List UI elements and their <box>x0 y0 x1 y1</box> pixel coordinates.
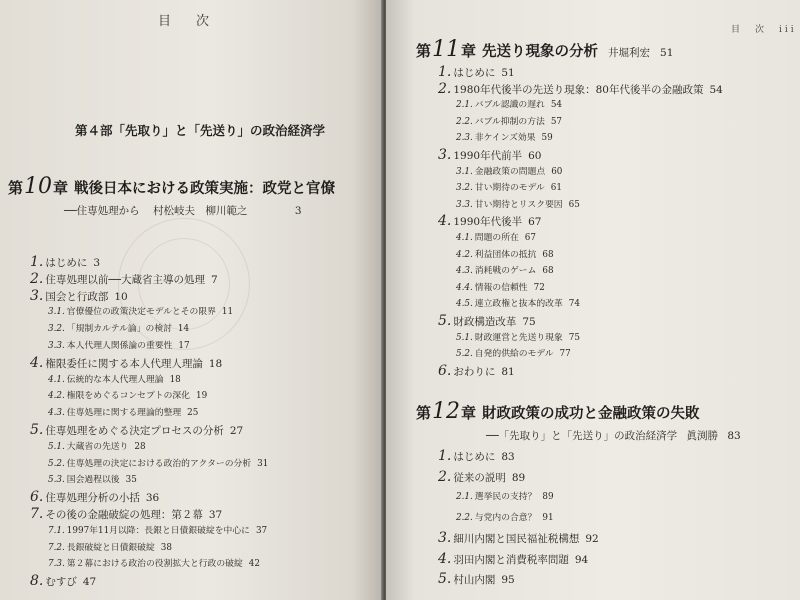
toc-subsection-entry <box>456 97 562 110</box>
toc-entry-number: 2.2. <box>456 116 473 127</box>
toc-section-entry <box>438 213 541 229</box>
toc-entry-title: 第２幕における政治の役割拡大と行政の破綻 <box>66 559 243 570</box>
toc-entry-number: 4. <box>438 550 452 567</box>
toc-entry-page: 27 <box>229 425 244 437</box>
chapter-title: 戦後日本における政策実施：政党と官僚 <box>74 180 336 197</box>
toc-entry-title: 国会過程以後 <box>66 475 120 486</box>
toc-entry-number: 2. <box>30 270 44 287</box>
toc-entry-page: 51 <box>501 67 515 79</box>
toc-entry-title: はじめに <box>453 451 496 463</box>
toc-entry-number: 4.2. <box>48 391 65 402</box>
toc-entry-number: 1. <box>30 254 44 270</box>
toc-entry-number: 3. <box>30 287 44 304</box>
toc-entry-number: 7.2. <box>48 542 65 553</box>
toc-entry-page: 42 <box>248 559 260 570</box>
toc-entry-number: 5.1. <box>48 441 65 452</box>
toc-entry-page: 77 <box>559 349 571 360</box>
toc-subsection-entry <box>456 346 571 359</box>
toc-subsection-entry <box>456 296 580 309</box>
toc-entry-number: 5. <box>438 313 452 329</box>
toc-subsection-entry <box>48 540 172 553</box>
toc-section-entry <box>438 571 515 587</box>
toc-entry-title: 自発的供給のモデル <box>474 349 554 360</box>
toc-entry-title: 利益団体の抵抗 <box>474 249 537 260</box>
toc-entry-page: 54 <box>709 83 723 96</box>
toc-entry-page: 54 <box>550 100 563 111</box>
toc-entry-page: 68 <box>542 249 554 260</box>
toc-subsection-entry <box>456 114 562 127</box>
toc-subsection-entry <box>456 330 580 343</box>
toc-entry-number: 2.3. <box>456 133 473 144</box>
toc-section-entry <box>438 81 723 97</box>
toc-entry-number: 5.3. <box>48 475 65 486</box>
toc-entry-page: 10 <box>114 290 128 303</box>
toc-entry-title: 村山内閣 <box>453 574 496 586</box>
toc-entry-number: 4. <box>30 354 44 371</box>
chapter-authors: 村松岐夫 柳川範之 <box>153 205 248 217</box>
toc-section-entry <box>438 551 588 567</box>
toc-section-entry <box>438 313 536 329</box>
toc-entry-page: 60 <box>551 166 563 177</box>
toc-subsection-entry <box>456 164 562 177</box>
chapter-authors: 井堀利宏 <box>608 47 651 59</box>
toc-entry-title: 与党内の合意？ <box>474 512 537 523</box>
chapter-suffix: 章 <box>461 42 477 60</box>
toc-entry-title: 1980年代後半の先送り現象：80年代後半の金融政策 <box>453 83 704 96</box>
toc-section-entry <box>30 288 128 304</box>
toc-entry-number: 2.1. <box>456 492 473 502</box>
toc-entry-title: 金融政策の問題点 <box>474 166 546 177</box>
chapter-authors: 眞渕勝 <box>686 430 718 442</box>
toc-entry-page: 37 <box>255 525 268 536</box>
toc-entry-page: 36 <box>145 492 160 505</box>
toc-entry-page: 25 <box>187 408 199 419</box>
toc-entry-number: 6. <box>30 489 44 506</box>
toc-entry-number: 3.1. <box>456 166 473 177</box>
toc-entry-number: 7.1. <box>48 525 65 536</box>
toc-entry-title: 権限委任に関する本人代理人理論 <box>45 357 203 370</box>
toc-entry-page: 57 <box>550 116 563 127</box>
chapter-12-subtitle-line <box>486 428 741 443</box>
toc-entry-page: 89 <box>542 492 554 502</box>
toc-entry-title: 住専処理以前──大蔵省主導の処理 <box>45 273 206 286</box>
toc-entry-page: 37 <box>208 509 223 521</box>
toc-entry-number: 4.4. <box>456 282 473 293</box>
toc-subsection-entry <box>48 523 267 536</box>
toc-entry-number: 2. <box>438 468 452 485</box>
toc-subsection-entry <box>456 230 536 243</box>
toc-entry-number: 1. <box>438 448 452 464</box>
toc-section-entry <box>438 448 515 464</box>
toc-entry-title: 国会と行政部 <box>45 290 109 303</box>
toc-entry-number: 5.2. <box>48 458 65 469</box>
toc-entry-title: その後の金融破綻の処理：第２幕 <box>45 509 203 521</box>
chapter-page: 51 <box>660 47 674 59</box>
toc-entry-page: 95 <box>501 574 515 586</box>
toc-entry-title: 住専処理の決定における政治的アクターの分析 <box>66 458 252 469</box>
toc-entry-number: 2. <box>438 80 452 97</box>
chapter-suffix: 章 <box>461 404 477 422</box>
toc-subsection-entry <box>456 263 554 276</box>
toc-subsection-entry <box>456 247 554 260</box>
toc-section-entry <box>30 506 222 522</box>
toc-entry-number: 4.2. <box>456 249 473 260</box>
chapter-title: 先送り現象の分析 <box>482 43 599 60</box>
toc-section-entry <box>30 422 243 438</box>
toc-entry-title: 伝統的な本人代理人理論 <box>66 374 164 385</box>
toc-entry-page: 17 <box>178 341 190 351</box>
toc-entry-page: 83 <box>501 451 515 463</box>
toc-entry-number: 5.2. <box>456 349 473 360</box>
toc-entry-page: 11 <box>221 307 234 318</box>
toc-entry-page: 74 <box>568 299 580 310</box>
toc-entry-title: 1997年11月以降：長銀と日債銀破綻を中心に <box>66 525 250 536</box>
toc-section-entry <box>30 573 96 589</box>
toc-subsection-entry <box>456 130 553 143</box>
toc-entry-number: 6. <box>438 362 452 379</box>
toc-subsection-entry <box>48 321 189 334</box>
toc-subsection-entry <box>456 489 554 502</box>
toc-section-entry <box>438 64 515 80</box>
toc-entry-page: 14 <box>177 324 190 335</box>
toc-entry-number: 3.3. <box>456 199 473 210</box>
toc-entry-page: 38 <box>160 542 172 553</box>
toc-entry-page: 59 <box>541 133 553 144</box>
toc-entry-number: 5. <box>438 571 452 587</box>
chapter-11-heading <box>416 37 673 62</box>
toc-entry-title: 本人代理人関係論の重要性 <box>66 341 173 351</box>
toc-subsection-entry <box>48 405 198 418</box>
toc-entry-number: 3.2. <box>48 324 65 335</box>
toc-entry-page: 7 <box>211 273 218 286</box>
chapter-subtitle: ──「先取り」と「先送り」の政治経済学 <box>486 430 678 442</box>
chapter-title: 財政政策の成功と金融政策の失敗 <box>482 405 700 422</box>
toc-entry-page: 3 <box>93 257 101 269</box>
toc-subsection-entry <box>48 456 268 469</box>
chapter-prefix: 第 <box>416 404 432 422</box>
toc-entry-title: はじめに <box>45 257 88 269</box>
toc-entry-title: むすび <box>45 576 77 589</box>
toc-entry-page: 35 <box>125 475 137 486</box>
toc-entry-title: おわりに <box>453 365 496 378</box>
toc-entry-page: 47 <box>82 576 97 589</box>
toc-entry-number: 3. <box>438 147 452 163</box>
chapter-number: 11 <box>432 37 461 62</box>
toc-entry-title: 1990年代後半 <box>453 216 523 229</box>
toc-entry-title: 選挙民の支持？ <box>474 492 537 502</box>
toc-entry-page: 75 <box>522 316 536 328</box>
toc-entry-page: 92 <box>585 533 599 545</box>
toc-entry-page: 75 <box>568 332 580 343</box>
toc-section-entry <box>438 147 541 163</box>
chapter-number: 10 <box>24 174 53 199</box>
toc-entry-number: 3.1. <box>48 307 65 318</box>
toc-entry-number: 8. <box>30 573 44 590</box>
toc-section-entry <box>30 489 159 505</box>
toc-entry-title: 情報の信頼性 <box>474 282 528 293</box>
toc-entry-page: 91 <box>542 512 554 523</box>
toc-entry-page: 67 <box>524 233 536 243</box>
toc-entry-page: 18 <box>169 374 181 385</box>
toc-entry-page: 72 <box>533 282 545 293</box>
toc-subsection-entry <box>456 280 545 293</box>
toc-entry-title: 「規制カルテル論」の検討 <box>66 324 172 335</box>
toc-section-entry <box>438 469 525 485</box>
toc-section-entry <box>438 363 515 379</box>
toc-entry-title: 財政構造改革 <box>453 316 517 328</box>
toc-entry-page: 18 <box>208 357 223 370</box>
toc-entry-number: 1. <box>438 64 452 80</box>
toc-entry-number: 4.5. <box>456 299 473 310</box>
toc-entry-number: 3. <box>438 530 452 546</box>
toc-entry-title: 長銀破綻と日債銀破綻 <box>66 542 155 553</box>
toc-entry-page: 28 <box>134 441 146 452</box>
chapter-12-heading <box>416 399 700 424</box>
toc-entry-title: 非ケインズ効果 <box>474 133 536 144</box>
toc-subsection-entry <box>48 556 260 569</box>
right-page <box>386 0 800 600</box>
toc-entry-number: 5.1. <box>456 332 473 343</box>
toc-entry-title: 甘い期待とリスク要因 <box>474 199 563 210</box>
toc-entry-number: 2.1. <box>456 100 473 111</box>
toc-section-entry <box>30 254 100 270</box>
toc-entry-page: 89 <box>511 471 526 484</box>
toc-entry-page: 68 <box>542 266 554 277</box>
toc-entry-title: 住専処理分析の小括 <box>45 492 140 505</box>
toc-entry-page: 81 <box>501 365 515 378</box>
toc-entry-title: はじめに <box>453 67 496 79</box>
running-head-right: 目 次 iii <box>731 25 797 35</box>
toc-entry-title: 細川内閣と国民福祉税構想 <box>453 533 580 545</box>
left-page <box>0 0 383 600</box>
toc-entry-title: バブル認識の遅れ <box>474 100 545 111</box>
toc-subsection-entry <box>48 439 146 452</box>
toc-entry-number: 7.3. <box>48 559 65 570</box>
toc-entry-page: 65 <box>568 199 580 210</box>
toc-entry-page: 67 <box>528 216 542 229</box>
toc-entry-number: 4. <box>438 213 452 230</box>
toc-entry-title: 1990年代前半 <box>453 150 523 162</box>
toc-entry-number: 3.2. <box>456 183 473 194</box>
chapter-page: 3 <box>294 205 302 217</box>
toc-entry-page: 31 <box>257 458 269 469</box>
toc-entry-number: 4.3. <box>48 408 65 419</box>
toc-entry-number: 4.3. <box>456 266 473 277</box>
chapter-prefix: 第 <box>416 42 432 60</box>
chapter-subtitle: ──住専処理から <box>64 205 140 217</box>
toc-entry-number: 3.3. <box>48 341 65 351</box>
part-title: 第４部「先取り」と「先送り」の政治経済学 <box>75 123 326 138</box>
chapter-suffix: 章 <box>53 179 69 197</box>
toc-entry-title: 連立政権と抜本的改革 <box>474 299 563 310</box>
running-head-left: 目 次 <box>158 14 216 29</box>
toc-section-entry <box>30 271 218 287</box>
toc-entry-title: 権限をめぐるコンセプトの深化 <box>66 391 190 402</box>
toc-entry-page: 60 <box>528 150 542 162</box>
chapter-page: 83 <box>727 430 741 442</box>
chapter-10-subtitle-line <box>64 203 302 218</box>
toc-subsection-entry <box>456 197 580 210</box>
toc-entry-title: 官僚優位の政策決定モデルとその限界 <box>66 307 216 318</box>
toc-entry-page: 19 <box>195 391 208 402</box>
toc-entry-page: 94 <box>574 553 589 566</box>
toc-entry-title: 大蔵省の先送り <box>66 441 129 452</box>
toc-entry-title: バブル抑制の方法 <box>474 116 545 127</box>
chapter-number: 12 <box>432 399 461 424</box>
toc-subsection-entry <box>48 472 137 485</box>
toc-subsection-entry <box>48 304 233 317</box>
toc-section-entry <box>30 355 222 371</box>
toc-entry-title: 消耗戦のゲーム <box>474 266 537 277</box>
toc-entry-title: 従来の説明 <box>453 471 506 484</box>
toc-entry-number: 2.2. <box>456 512 473 523</box>
toc-entry-number: 4.1. <box>48 374 65 385</box>
toc-entry-title: 羽田内閣と消費税率問題 <box>453 553 569 566</box>
toc-entry-number: 4.1. <box>456 233 473 243</box>
chapter-10-heading <box>8 174 335 199</box>
toc-entry-number: 5. <box>30 422 44 438</box>
toc-subsection-entry <box>456 510 554 523</box>
toc-subsection-entry <box>456 180 562 193</box>
toc-entry-page: 61 <box>550 183 562 194</box>
toc-entry-title: 甘い期待のモデル <box>474 183 545 194</box>
toc-subsection-entry <box>48 338 190 351</box>
toc-entry-number: 7. <box>30 506 44 522</box>
chapter-prefix: 第 <box>8 179 24 197</box>
toc-entry-title: 財政運営と先送り現象 <box>474 332 563 343</box>
toc-entry-title: 住専処理をめぐる決定プロセスの分析 <box>45 425 224 437</box>
toc-entry-title: 問題の所在 <box>474 233 519 243</box>
toc-subsection-entry <box>48 388 207 401</box>
toc-entry-title: 住専処理に関する理論的整理 <box>66 408 182 419</box>
toc-subsection-entry <box>48 372 181 385</box>
toc-section-entry <box>438 530 599 546</box>
